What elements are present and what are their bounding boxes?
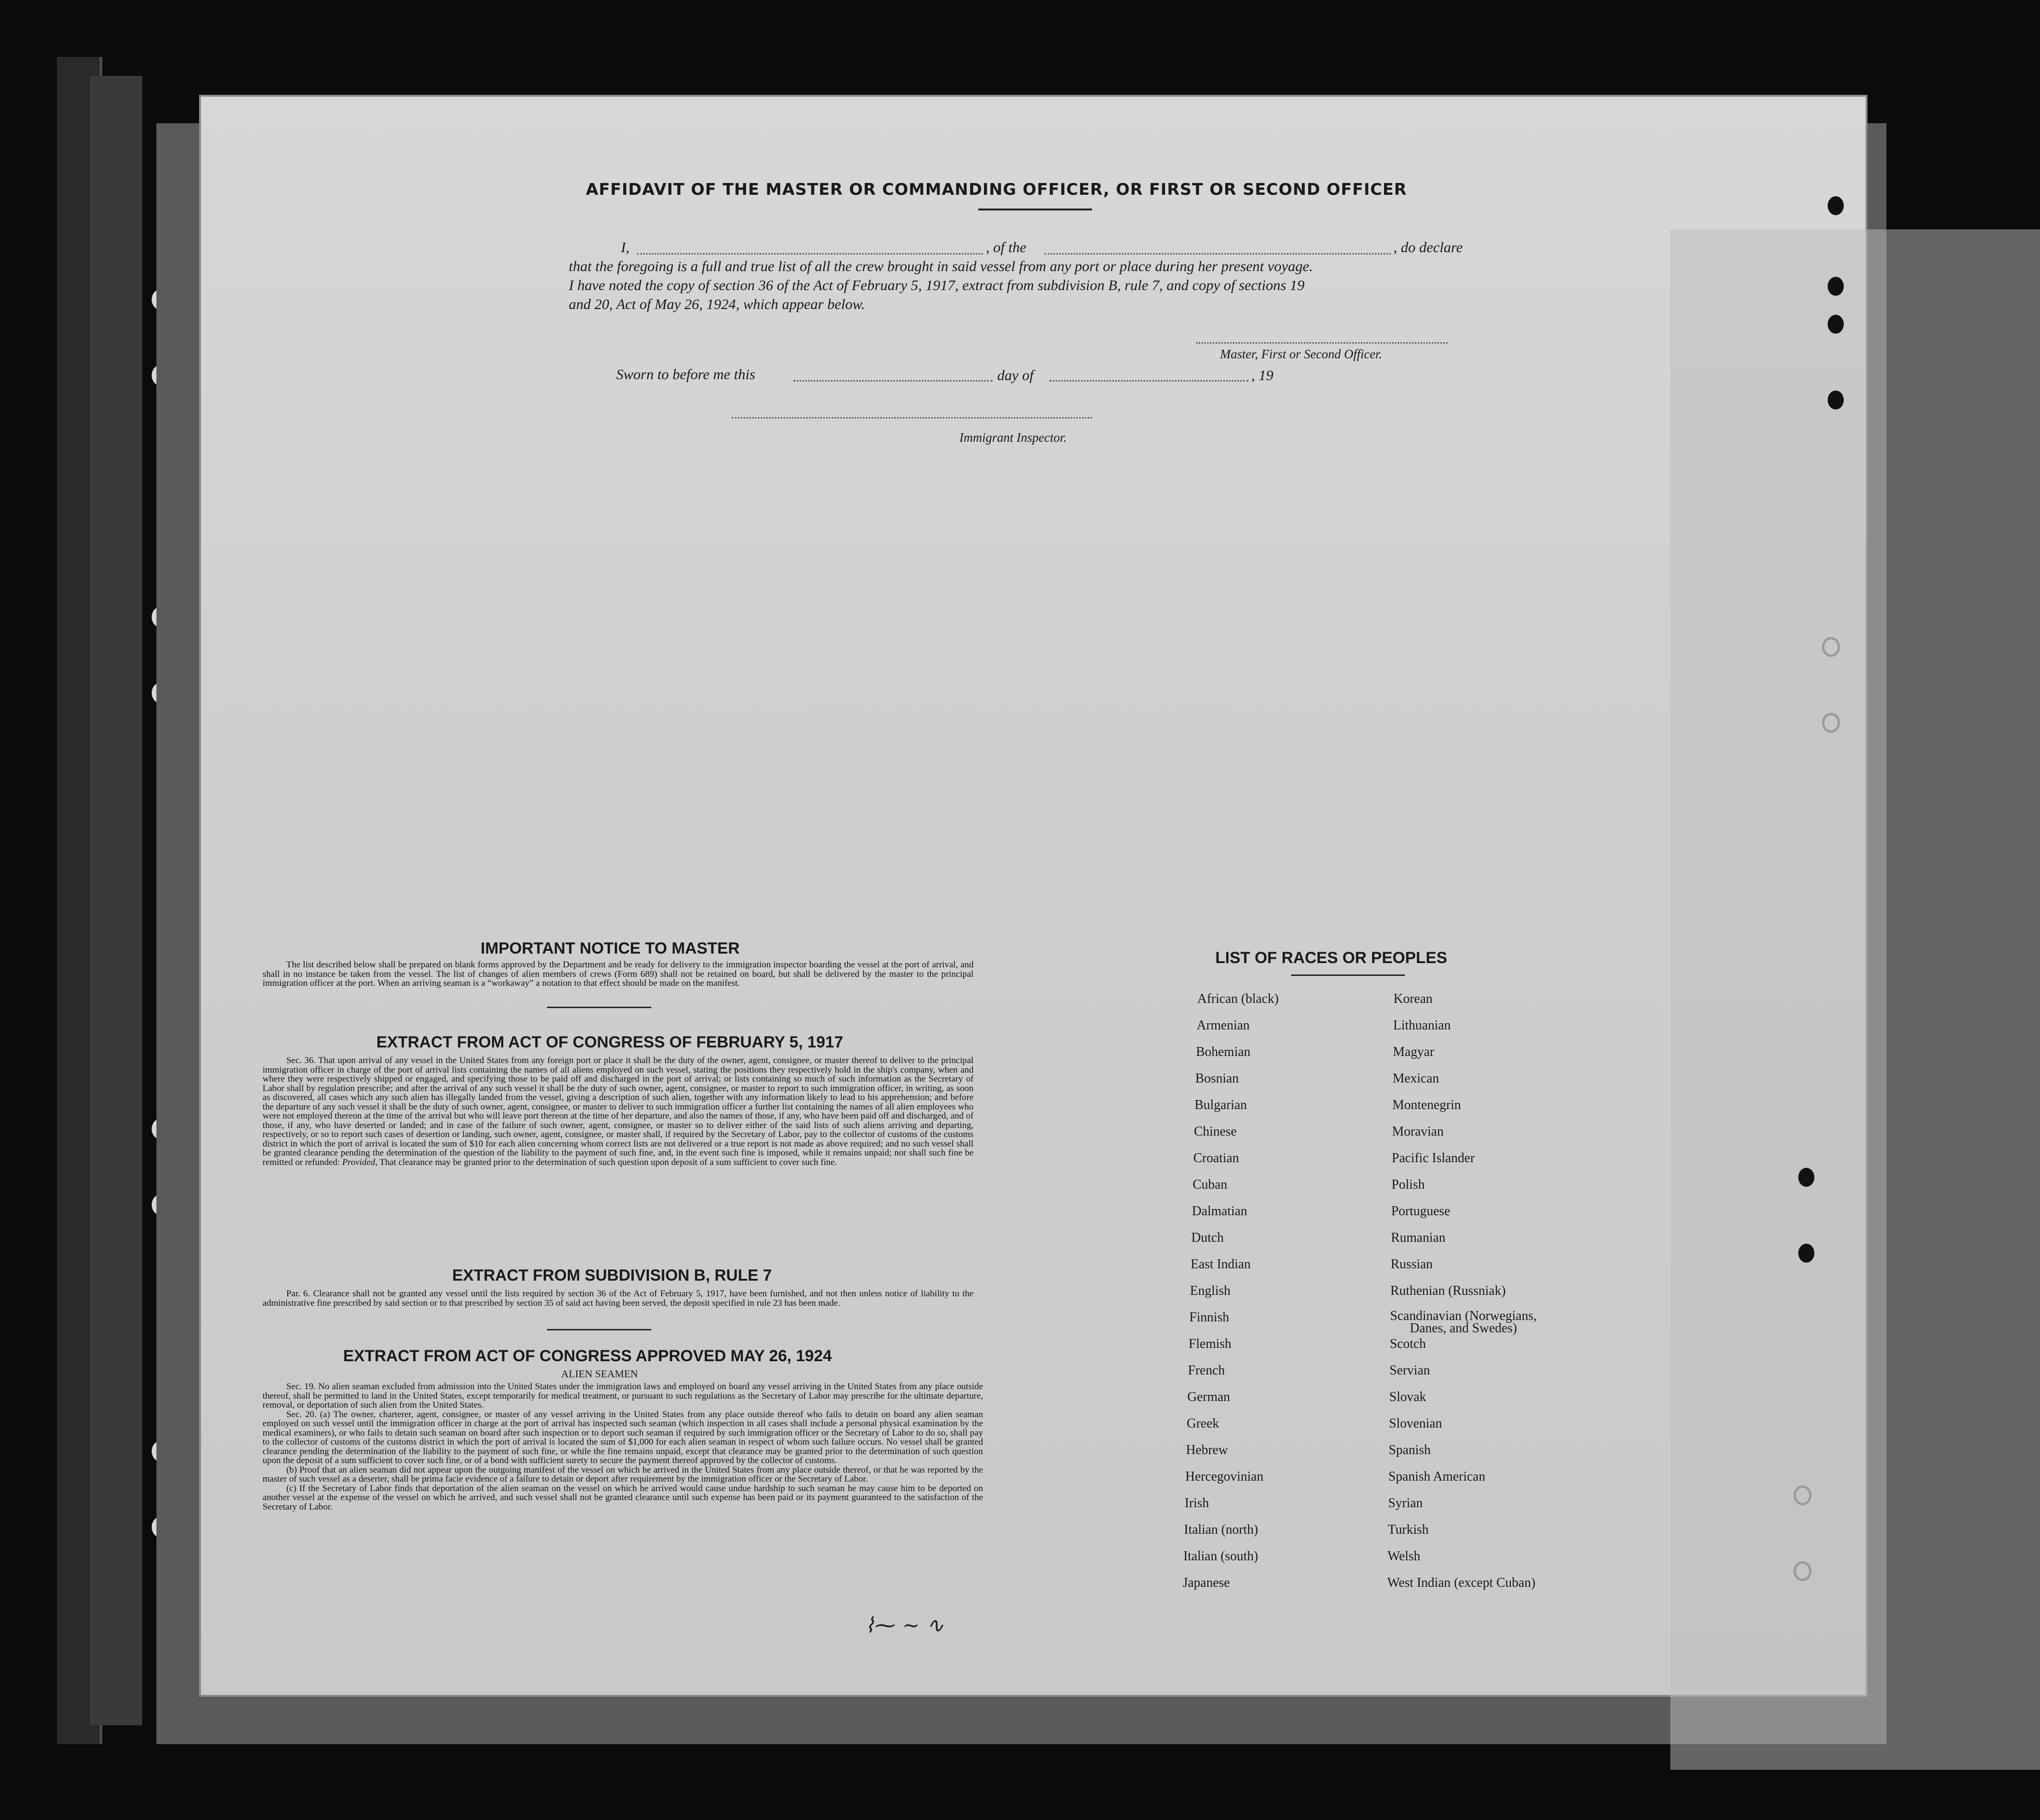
race-item-left: Italian (north) (1184, 1522, 1258, 1537)
vessel-field[interactable] (1045, 253, 1391, 255)
signature-field[interactable] (1196, 342, 1448, 344)
binder-hole (1828, 391, 1844, 410)
binder-hole (1798, 1244, 1814, 1263)
race-item-right: Russian (1391, 1257, 1433, 1272)
extract-1924-title: EXTRACT FROM ACT OF CONGRESS APPROVED MAY 26, 1924 (343, 1347, 832, 1365)
race-item-right: Slovenian (1389, 1416, 1442, 1431)
race-item-right: Ruthenian (Russniak) (1390, 1283, 1506, 1298)
race-item-right: Lithuanian (1393, 1018, 1451, 1033)
affidavit-declare: , do declare (1393, 239, 1463, 255)
race-item-right: Rumanian (1391, 1230, 1446, 1245)
sworn-month-field[interactable] (1049, 380, 1248, 382)
film-strip (90, 76, 142, 1725)
race-item-left: African (black) (1197, 992, 1279, 1006)
affidavit-line-4: and 20, Act of May 26, 1924, which appear below. (569, 296, 865, 312)
race-item-left: Japanese (1183, 1575, 1230, 1590)
section-rule (547, 1007, 651, 1008)
race-item-right: West Indian (except Cuban) (1387, 1575, 1536, 1590)
race-item-right: Polish (1391, 1177, 1425, 1192)
race-item-left: Bosnian (1195, 1071, 1239, 1086)
race-item-left: Chinese (1194, 1124, 1237, 1139)
binder-hole (1828, 315, 1844, 334)
race-item-right: Scandinavian (Norwegians, Danes, and Swedes) (1390, 1309, 1537, 1336)
affidavit-of-the: , of the (986, 239, 1027, 255)
bleed-through-area (1670, 229, 2040, 1770)
race-item-left: Croatian (1193, 1151, 1239, 1165)
race-item-left: English (1190, 1283, 1231, 1298)
race-item-left: East Indian (1191, 1257, 1251, 1272)
binder-hole (1822, 637, 1840, 657)
race-item-right: Portuguese (1391, 1204, 1450, 1219)
race-item-right: Magyar (1393, 1045, 1434, 1059)
subdivision-b-text: Par. 6. Clearance shall not be granted any vessel until the lists required by section 36 of the Act of February 5, 1917, have been furnished, and not then unless notice of liability to the administrative fine prescribed by said section or to that prescribed by section 35 of said act having been served, the deposit specified in rule 23 has been made. (263, 1289, 974, 1308)
race-item-right: Montenegrin (1392, 1098, 1461, 1112)
race-item-left: German (1187, 1390, 1230, 1404)
race-item-right: Spanish (1388, 1443, 1431, 1457)
notice-text: The list described below shall be prepared on blank forms approved by the Department and be ready for delivery to the immigration inspector boarding the vessel at the port of arrival, and shall in no instance be taken from the vessel. The list of changes of alien members of crews (Form 689) shall not be retained on board, but shall be delivered by the master to the principal immigration officer at the port. When an arriving seaman is a “workaway” a notation to that effect should be made on the manifest. (263, 960, 974, 988)
race-item-right: Syrian (1388, 1496, 1423, 1511)
sworn-text: Sworn to before me this (616, 366, 756, 382)
race-item-right: Spanish American (1388, 1469, 1485, 1484)
race-item-right: Mexican (1393, 1071, 1439, 1086)
extract-1917-text: Sec. 36. That upon arrival of any vessel in the United States from any foreign port or place it shall be the duty of the owner, agent, consignee, or master thereof to deliver to the principal immigration officer in charge of the port of arrival lists containing the names of all aliens employed on such vessel, stating the positions they respectively hold in the ship's company, when and where they were respectively shipped or engaged, and specifying those to be paid off and discharged in the port of arrival; or lists containing so much of such information as the Secretary of Labor shall by regulation prescribe; and after the arrival of any such vessel it shall be the duty of such owner, agent, consignee, or master to report to such immigration officer, in writing, as soon as discovered, all cases which any such alien has illegally landed from the vessel, giving a description of such alien, together with any information likely to lead to his apprehension; and before the departure of any such vessel it shall be the duty of such owner, agent, consignee, or master to deliver to such immigration officer a further list containing the names of all alien employees who were not employed thereon at the time of the arrival but who will leave port thereon at the time of her departure, and also the names of those, if any, who have been paid off and discharged, and of those, if any, who have deserted or landed; and in case of the failure of such owner, agent, consignee, or master so to deliver either of the said lists of such aliens arriving and departing, respectively, or so to report such cases of desertion or landing, such owner, agent, consignee, or master shall, if required by the Secretary of Labor, pay to the collector of customs of the customs district in which the port of arrival is located the sum of $10 for each alien concerning whom correct lists are not delivered or a true report is not made as above required; and no such vessel shall be granted clearance pending the determination of the question of the liability to the payment of such fine, and, in the event such fine is imposed, while it remains unpaid; nor shall such fine be remitted or refunded: Provided, That clearance may be granted prior to the determination of such question upon deposit of a sum sufficient to cover such fine. (263, 1056, 974, 1167)
race-item-left: Italian (south) (1183, 1549, 1258, 1564)
race-item-left: Finnish (1189, 1310, 1229, 1325)
handwritten-scribble: ⌇⁓ ∼ ∿ (865, 1613, 944, 1638)
inspector-label: Immigrant Inspector. (959, 430, 1067, 445)
binder-hole (1822, 713, 1840, 733)
race-item-left: Flemish (1188, 1337, 1232, 1351)
signature-label: Master, First or Second Officer. (1220, 347, 1382, 361)
race-item-left: Hebrew (1186, 1443, 1228, 1457)
race-item-left: French (1188, 1363, 1225, 1378)
subdivision-b-title: EXTRACT FROM SUBDIVISION B, RULE 7 (452, 1266, 772, 1284)
affidavit-i: I, (621, 239, 630, 255)
races-rule (1291, 974, 1405, 976)
affidavit-line-3: I have noted the copy of section 36 of the Act of February 5, 1917, extract from subdivision B, rule 7, and copy of sections 19 (569, 277, 1305, 293)
alien-seamen-subtitle: ALIEN SEAMEN (561, 1368, 638, 1380)
binder-hole (1794, 1485, 1812, 1505)
inspector-signature-field[interactable] (732, 417, 1092, 419)
extract-1917-title: EXTRACT FROM ACT OF CONGRESS OF FEBRUARY 5, 1917 (376, 1033, 843, 1051)
sworn-day-field[interactable] (793, 380, 993, 382)
race-item-left: Bohemian (1196, 1045, 1251, 1059)
title-rule (978, 209, 1092, 210)
binder-hole (1828, 196, 1844, 215)
race-item-right: Pacific Islander (1392, 1151, 1475, 1165)
race-item-left: Bulgarian (1194, 1098, 1247, 1112)
race-item-left: Hercegovinian (1185, 1469, 1264, 1484)
binder-hole (1794, 1561, 1812, 1581)
race-item-left: Greek (1186, 1416, 1219, 1431)
extract-1924-text: Sec. 19. No alien seaman excluded from admission into the United States under the immigration laws and employed on board any vessel arriving in the United States from any place outside thereof, shall be permitted to land in the United States, except temporarily for medical treatment, or pursuant to such regulations as the Secretary of Labor may prescribe for the ultimate departure, removal, or deportation of such alien from the United States. Sec. 20. (a) The owner, charterer, agent, consignee, or master of any vessel arriving in the United States from any place outside thereof who fails to detain on board any alien seaman employed on such vessel until the immigration officer in charge at the port of arrival has inspected such seaman (which inspection in all cases shall include a personal physical examination by the medical examiners), or who fails to detain such seaman on board after such inspection or to deport such seaman if required by such immigration officer or the Secretary of Labor to do so, shall pay to the collector of customs of the customs district in which the port of arrival is located the sum of $1,000 for each alien seaman in respect of whom such failure occurs. No vessel shall be granted clearance pending the determination of the liability to the payment of such fine, or while the fine remains unpaid, except that clearance may be granted prior to the determination of such question upon the deposit of a sum sufficient to cover such fine, or of a bond with sufficient surety to secure the payment thereof approved by the collector of customs. (b) Proof that an alien seaman did not appear upon the outgoing manifest of the vessel on which he arrived in the United States from any place outside thereof, or that he was reported by the master of such vessel as a deserter, shall be prima facie evidence of a failure to detain or deport after requirement by the immigration officer or the Secretary of Labor. (c) If the Secretary of Labor finds that deportation of the alien seaman on the vessel on which he arrived would cause undue hardship to such seaman he may cause him to be deported on another vessel at the expense of the vessel on which he arrived, and such vessel shall not be granted clearance until such expense has been paid or its payment guaranteed to the satisfaction of the Secretary of Labor. (263, 1382, 983, 1512)
race-item-right: Turkish (1388, 1522, 1429, 1537)
race-item-right: Korean (1393, 992, 1433, 1006)
section-rule (547, 1329, 651, 1330)
race-item-right: Servian (1389, 1363, 1430, 1378)
race-item-left: Cuban (1193, 1177, 1228, 1192)
year-label: , 19 (1251, 367, 1274, 383)
race-item-right: Welsh (1387, 1549, 1421, 1564)
document-page (199, 95, 1867, 1697)
day-of-label: day of (997, 367, 1034, 383)
binder-hole (1828, 277, 1844, 296)
race-item-left: Armenian (1196, 1018, 1250, 1033)
name-field[interactable] (637, 253, 983, 255)
affidavit-title: AFFIDAVIT OF THE MASTER OR COMMANDING OFFICER, OR FIRST OR SECOND OFFICER (586, 180, 1407, 199)
race-item-right: Slovak (1389, 1390, 1426, 1404)
affidavit-line-2: that the foregoing is a full and true list of all the crew brought in said vessel from any port or place during her present voyage. (569, 258, 1313, 274)
race-item-right: Scotch (1390, 1337, 1426, 1351)
race-item-left: Dalmatian (1192, 1204, 1248, 1219)
race-item-left: Dutch (1191, 1230, 1224, 1245)
races-title: LIST OF RACES OR PEOPLES (1215, 949, 1448, 967)
race-item-left: Irish (1184, 1496, 1209, 1511)
notice-title: IMPORTANT NOTICE TO MASTER (481, 939, 740, 957)
race-item-right: Moravian (1392, 1124, 1444, 1139)
binder-hole (1798, 1168, 1814, 1187)
